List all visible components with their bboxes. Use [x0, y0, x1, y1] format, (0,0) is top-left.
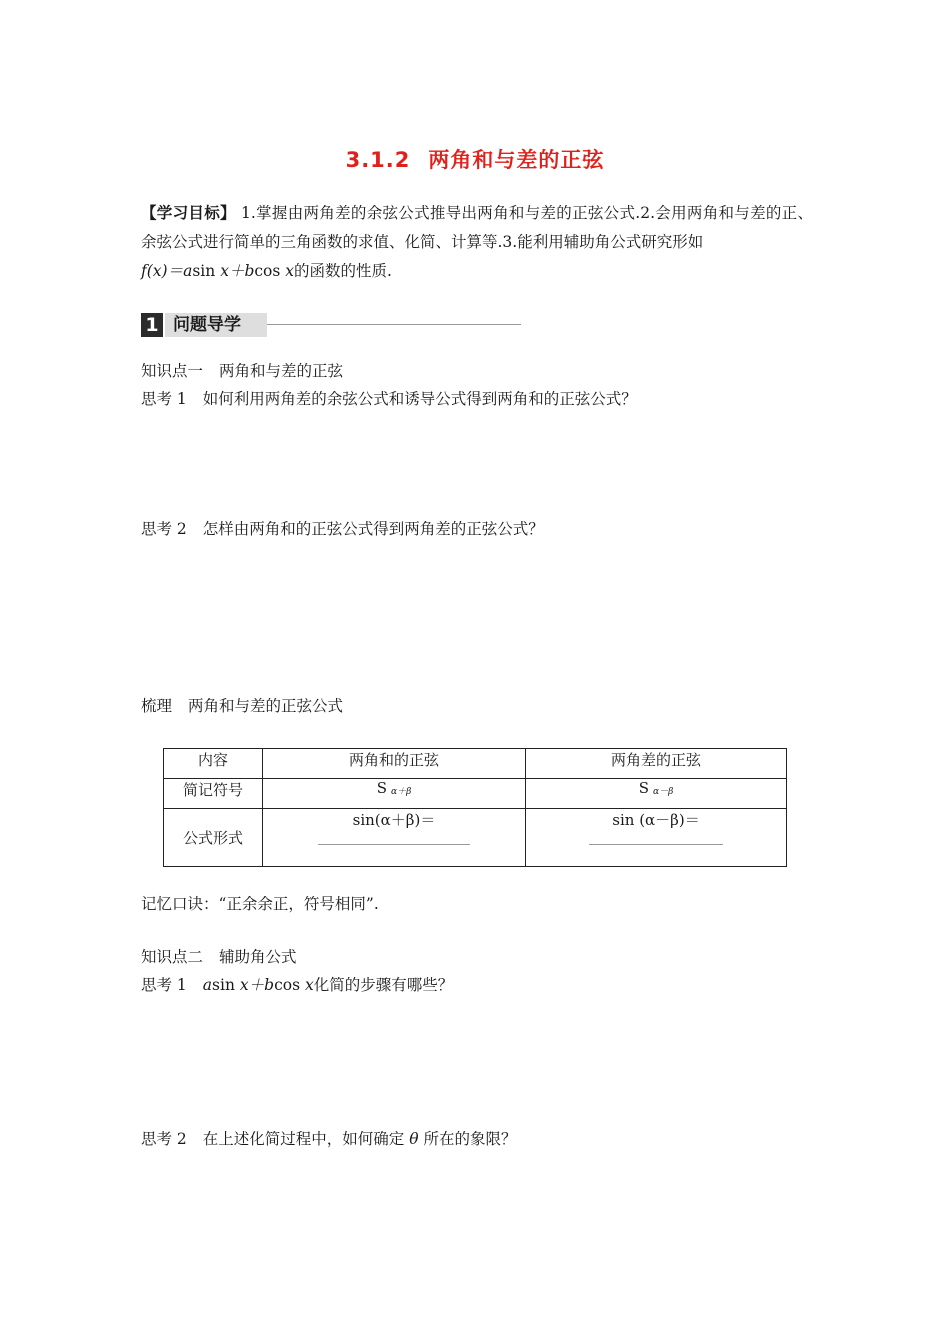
kp1-heading-label: 知识点一: [141, 362, 204, 380]
learning-objectives: [141, 198, 813, 286]
kp1-q2-text: 怎样由两角和的正弦公式得到两角差的正弦公式？: [202, 520, 544, 538]
kp2-q1-tail: 化简的步骤有哪些？: [313, 976, 454, 994]
kp2-heading: [141, 945, 297, 967]
formula-cos: cos: [254, 262, 281, 280]
table-row-formula: [164, 809, 787, 867]
row-label-formula: 公式形式: [164, 809, 263, 867]
kp1-question-2: [141, 517, 544, 539]
header-difference: 两角差的正弦: [526, 749, 787, 779]
row-label-symbol: 简记符号: [164, 779, 263, 809]
kp1-q1-text: 如何利用两角差的余弦公式和诱导公式得到两角和的正弦公式？: [202, 390, 637, 408]
kp1-question-1: [141, 387, 637, 409]
formula-f: f: [141, 262, 147, 280]
kp2-q1-x2: x: [304, 976, 314, 994]
sum-subscript: α＋β: [391, 787, 412, 797]
page-title: [0, 144, 950, 174]
formula-table: [163, 748, 787, 867]
kp1-q1-label: 思考 1: [141, 390, 187, 408]
kp2-q1-b: ＋b: [248, 976, 275, 994]
formula-x2: x: [220, 262, 229, 280]
kp2-q2-theta: θ: [409, 1130, 419, 1148]
kp2-q1-x1: x: [239, 976, 249, 994]
sum-answer-blank[interactable]: [318, 844, 470, 845]
mnemonic: 记忆口诀：“正余余正，符号相同”.: [141, 895, 379, 913]
diff-formula: sin (α－β)＝: [612, 811, 700, 829]
section-divider: [267, 324, 521, 325]
section-header: [141, 313, 521, 339]
kp1-heading: [141, 359, 343, 381]
section-label: 问题导学: [165, 313, 267, 337]
kp2-q1-cos: cos: [274, 976, 301, 994]
formula-a: ＝a: [167, 262, 193, 280]
diff-symbol: S: [638, 779, 649, 797]
objectives-tail: 的函数的性质.: [294, 262, 392, 280]
table-row-symbol: [164, 779, 787, 809]
formula-x3: x: [285, 262, 295, 280]
kp2-question-2: [141, 1127, 517, 1149]
summary-text: 两角和与差的正弦公式: [188, 697, 344, 715]
sum-symbol: S: [376, 779, 387, 797]
objectives-text: 1.掌握由两角差的余弦公式推导出两角和与差的正弦公式.2.会用两角和与差的正、余弦公式进行简单的三角函数的求值、化简、计算等.3.能利用辅助角公式研究形如: [141, 204, 813, 251]
diff-subscript: α－β: [653, 787, 674, 797]
diff-answer-blank[interactable]: [589, 844, 723, 845]
kp2-q1-sin: sin: [212, 976, 235, 994]
sum-formula-cell: [263, 809, 526, 867]
formula-x1: (x): [146, 262, 168, 280]
kp2-heading-label: 知识点二: [141, 948, 204, 966]
title-number: 3.1.2: [345, 148, 411, 172]
kp1-q2-label: 思考 2: [141, 520, 187, 538]
header-sum: 两角和的正弦: [263, 749, 526, 779]
sum-formula: sin(α＋β)＝: [352, 811, 436, 829]
section-number-badge: 1: [141, 313, 163, 337]
kp2-q1-label: 思考 1: [141, 976, 187, 994]
header-content: 内容: [164, 749, 263, 779]
formula-sin: sin: [192, 262, 216, 280]
kp2-q2-label: 思考 2: [141, 1130, 187, 1148]
kp2-q2-pre: 在上述化简过程中，如何确定: [202, 1130, 405, 1148]
title-text: 两角和与差的正弦: [428, 148, 605, 172]
objectives-tag: 【学习目标】: [141, 203, 236, 222]
table-header-row: [164, 749, 787, 779]
diff-formula-cell: [526, 809, 787, 867]
kp2-q1-a: a: [202, 976, 213, 994]
formula-b: ＋b: [228, 262, 255, 280]
kp2-question-1: [141, 973, 453, 995]
diff-symbol-cell: [526, 779, 787, 809]
kp2-q2-post: 所在的象限？: [423, 1130, 517, 1148]
summary-heading: [141, 694, 343, 716]
sum-symbol-cell: [263, 779, 526, 809]
summary-label: 梳理: [141, 697, 173, 715]
kp1-heading-title: 两角和与差的正弦: [219, 362, 344, 380]
kp2-heading-title: 辅助角公式: [219, 948, 297, 966]
